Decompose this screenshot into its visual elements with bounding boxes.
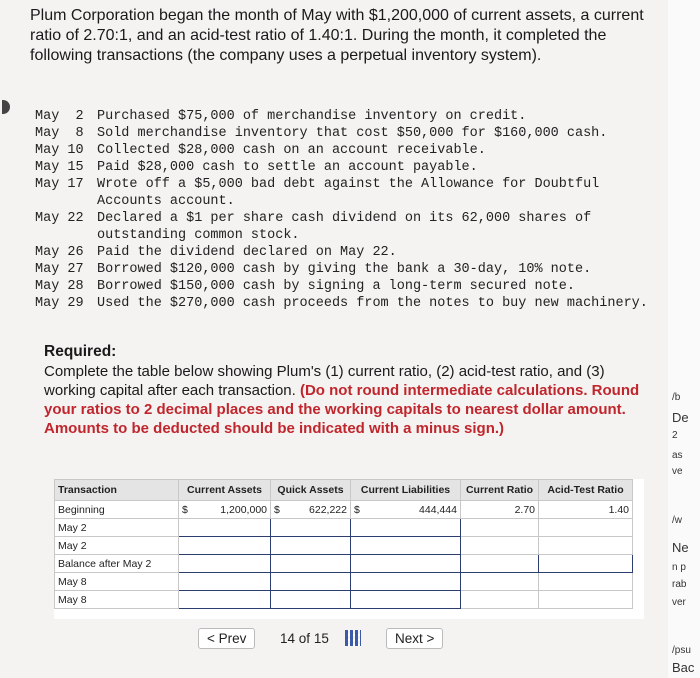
required-heading: Required: [44, 343, 117, 360]
adjacent-window-edge [668, 0, 700, 678]
row-label: Balance after May 2 [55, 555, 179, 573]
acid-test-ratio-value: 1.40 [539, 501, 633, 519]
transaction-item: May 26 Paid the dividend declared on May 22. [35, 245, 397, 260]
table-header-row [55, 480, 633, 501]
row-label: May 8 [55, 573, 179, 591]
ratio-table-container [54, 479, 644, 619]
page-counter: 14 of 15 [280, 631, 329, 646]
current-assets-input[interactable] [179, 519, 271, 537]
col-current-assets: Current Assets [179, 480, 271, 501]
quick-assets-input[interactable] [271, 555, 351, 573]
current-liabilities-input[interactable] [351, 573, 461, 591]
row-label: Beginning [55, 501, 179, 519]
current-liabilities-input[interactable] [351, 537, 461, 555]
quick-assets-input[interactable] [271, 537, 351, 555]
transaction-item: May 8 Sold merchandise inventory that cost $50,000 for $160,000 cash. [35, 126, 608, 141]
table-row [55, 519, 633, 537]
empty-cell [539, 519, 633, 537]
row-label: May 8 [55, 591, 179, 609]
marker-icon [2, 100, 10, 114]
quick-assets-value: $ 622,222 [271, 501, 351, 519]
table-row [55, 537, 633, 555]
transaction-item: May 22 Declared a $1 per share cash dividend on its 62,000 shares of outstanding common stock. [35, 211, 592, 243]
current-ratio-value: 2.70 [461, 501, 539, 519]
current-liabilities-value: $ 444,444 [351, 501, 461, 519]
empty-cell [539, 591, 633, 609]
quick-assets-input[interactable] [271, 573, 351, 591]
empty-cell [461, 591, 539, 609]
row-label: May 2 [55, 519, 179, 537]
empty-cell [461, 573, 539, 591]
table-row [55, 501, 633, 519]
transaction-item: May 28 Borrowed $150,000 cash by signing a long-term secured note. [35, 279, 575, 294]
table-row [55, 555, 633, 573]
edge-text: /w [672, 515, 682, 526]
acid-test-ratio-input[interactable] [539, 555, 633, 573]
edge-text: /b [672, 392, 681, 403]
edge-text: Bac [672, 660, 695, 675]
ratio-table [54, 479, 633, 609]
quick-assets-input[interactable] [271, 591, 351, 609]
edge-text: Ne [672, 540, 689, 555]
row-label: May 2 [55, 537, 179, 555]
col-current-liabilities: Current Liabilities [351, 480, 461, 501]
transaction-item: May 2 Purchased $75,000 of merchandise inventory on credit. [35, 109, 527, 124]
current-assets-input[interactable] [179, 591, 271, 609]
current-assets-value: $ 1,200,000 [179, 501, 271, 519]
transaction-item: May 17 Wrote off a $5,000 bad debt against the Allowance for Doubtful Accounts account. [35, 177, 600, 209]
edge-text: De [672, 410, 689, 425]
empty-cell [539, 537, 633, 555]
col-quick-assets: Quick Assets [271, 480, 351, 501]
current-ratio-input[interactable] [461, 555, 539, 573]
current-liabilities-input[interactable] [351, 519, 461, 537]
edge-text: as [672, 450, 683, 461]
transaction-item: May 27 Borrowed $120,000 cash by giving the bank a 30-day, 10% note. [35, 262, 592, 277]
edge-text: /psu [672, 645, 691, 656]
current-liabilities-input[interactable] [351, 591, 461, 609]
col-current-ratio: Current Ratio [461, 480, 539, 501]
table-row [55, 591, 633, 609]
quick-assets-input[interactable] [271, 519, 351, 537]
required-instructions [44, 362, 644, 438]
transaction-list [35, 108, 665, 312]
transaction-item: May 29 Used the $270,000 cash proceeds from the notes to buy new machinery. [35, 296, 648, 311]
transaction-item: May 10 Collected $28,000 cash on an account receivable. [35, 143, 486, 158]
empty-cell [461, 519, 539, 537]
required-text: Complete the table below showing Plum's (1) current ratio, (2) acid-test ratio, and (3) working capital after each transaction. [44, 363, 605, 399]
problem-intro: Plum Corporation began the month of May with $1,200,000 of current assets, a current ratio of 2.70:1, and an acid-test ratio of 1.40:1. During the month, it completed the following transactions (the company uses a perpetual inventory system). [30, 7, 644, 64]
current-assets-input[interactable] [179, 555, 271, 573]
prev-button[interactable]: < Prev [198, 628, 255, 649]
empty-cell [461, 537, 539, 555]
edge-text: 2 [672, 430, 678, 441]
required-emphasis: (Do not round intermediate calculations. Round your ratios to 2 decimal places and the working capitals to nearest dollar amount. Amounts to be deducted should be indicated with a minus sign.) [44, 382, 640, 437]
edge-text: ve [672, 466, 683, 477]
table-row [55, 573, 633, 591]
col-acid-test-ratio: Acid-Test Ratio [539, 480, 633, 501]
edge-text: rab [672, 579, 687, 590]
current-assets-input[interactable] [179, 573, 271, 591]
edge-text: ver [672, 597, 686, 608]
current-assets-input[interactable] [179, 537, 271, 555]
pagination [198, 626, 498, 654]
col-transaction: Transaction [55, 480, 179, 501]
next-button[interactable]: Next > [386, 628, 443, 649]
current-liabilities-input[interactable] [351, 555, 461, 573]
edge-text: n p [672, 562, 686, 573]
grid-icon[interactable] [345, 630, 361, 646]
transaction-item: May 15 Paid $28,000 cash to settle an account payable. [35, 160, 478, 175]
empty-cell [539, 573, 633, 591]
